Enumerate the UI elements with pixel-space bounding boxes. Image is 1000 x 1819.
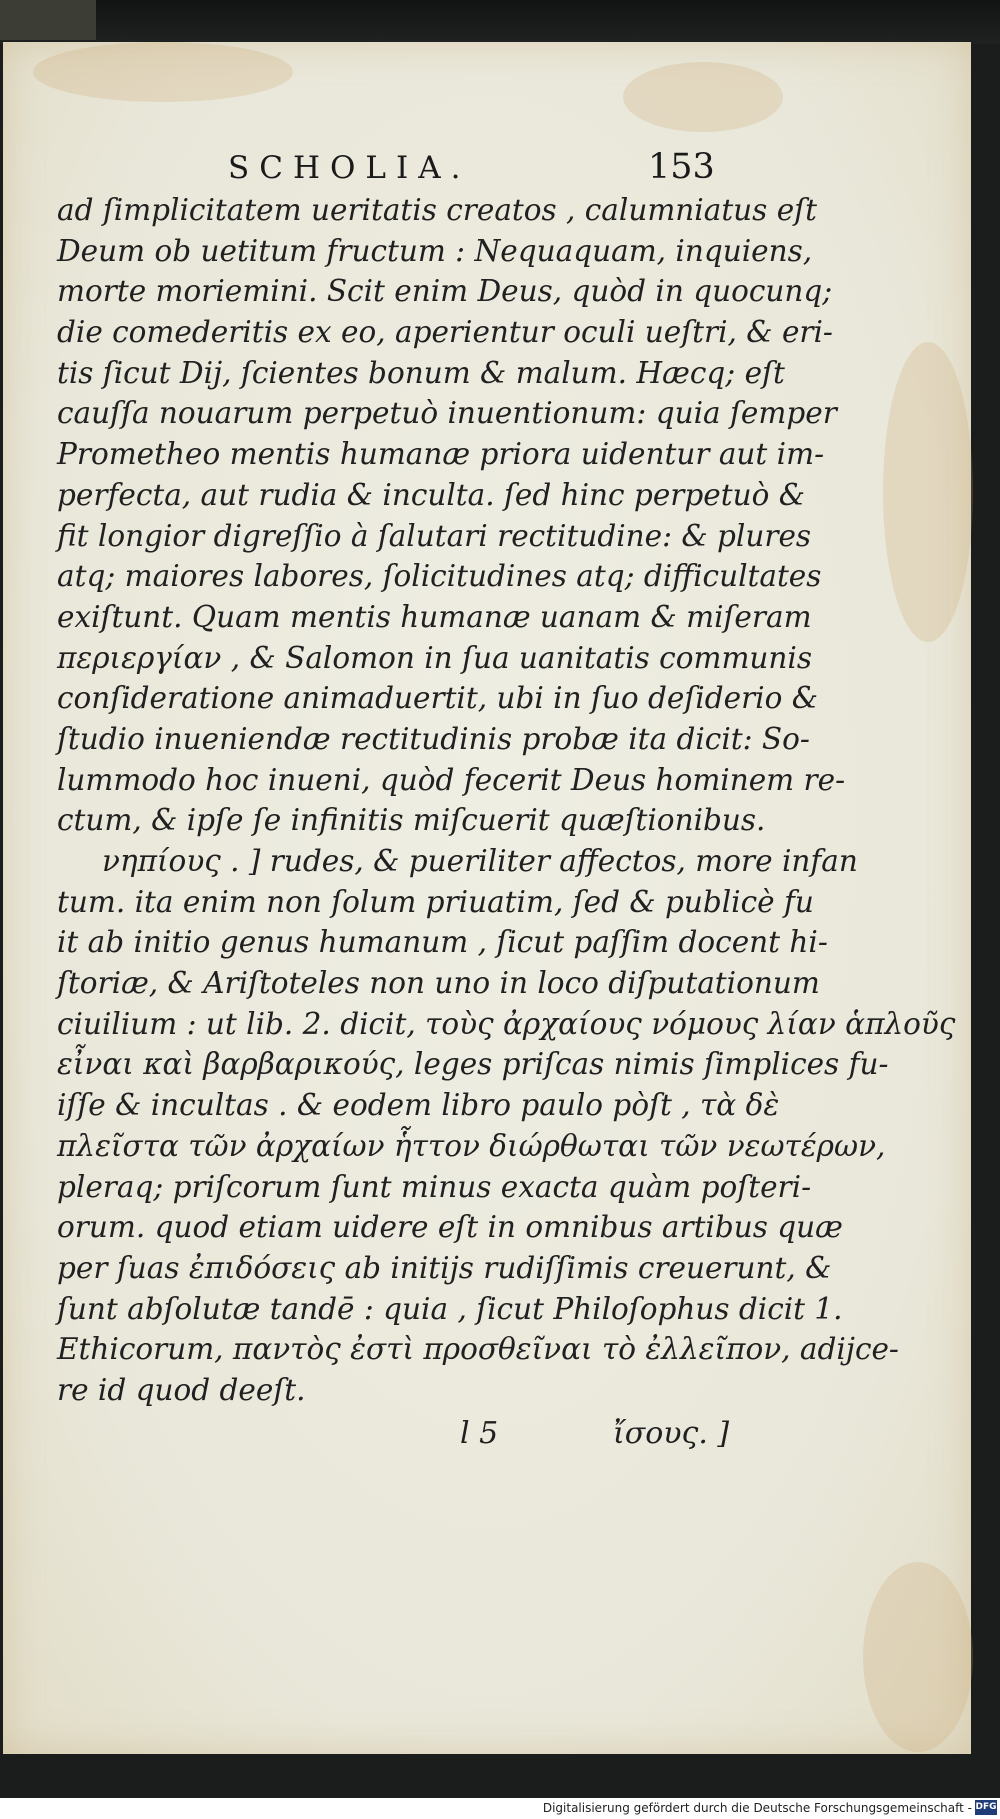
text-line: tis ſicut Dij, ſcientes bonum & malum. Hæcq; eſt <box>57 355 785 390</box>
text-line: perfecta, aut rudia & inculta. ſed hinc perpetuò & <box>57 477 805 512</box>
text-line: lummodo hoc inueni, quòd fecerit Deus hominem re- <box>57 762 846 797</box>
text-line: iſſe & incultas . & eodem libro paulo pòſt , τὰ δὲ <box>57 1088 780 1123</box>
signature-mark: l 5 <box>460 1416 499 1451</box>
text-line: ſtudio inueniendæ rectitudinis probæ ita dicit: So- <box>57 721 810 756</box>
text-line: conſideratione animaduertit, ubi in ſuo deſiderio & <box>57 681 819 716</box>
page-stain <box>883 342 973 642</box>
footer-credit: Digitalisierung gefördert durch die Deutsche Forschungsgemeinschaft - <box>542 1801 972 1815</box>
text-line: die comederitis ex eo, aperientur oculi ueſtri, & eri- <box>57 315 833 350</box>
text-line: it ab initio genus humanum , ſicut paſſim docent hi- <box>57 925 828 960</box>
text-line: Prometheo mentis humanæ priora uidentur aut im- <box>57 437 825 472</box>
text-line: cauſſa nouarum perpetuò inuentionum: quia ſemper <box>57 396 837 431</box>
running-head: SCHOLIA. <box>228 150 471 186</box>
text-line: orum. quod etiam uidere eſt in omnibus artibus quæ <box>57 1210 843 1245</box>
text-body <box>57 190 956 1411</box>
text-line: ſtoriæ, & Ariſtoteles non uno in loco diſputationum <box>57 966 820 1001</box>
text-line: ad ſimplicitatem ueritatis creatos , calumniatus eſt <box>57 193 817 227</box>
scanner-edge-tab <box>0 0 96 40</box>
text-line: περιεργίαν , & Salomon in ſua uanitatis communis <box>57 640 812 675</box>
page-number: 153 <box>648 147 715 187</box>
text-line: ſunt abſolutæ tandē : quia , ſicut Philoſophus dicit 1. <box>57 1291 843 1326</box>
text-line: Deum ob uetitum fructum : Nequaquam, inquiens, <box>57 233 813 268</box>
text-line: tum. ita enim non ſolum priuatim, ſed & publicè fu <box>57 884 814 919</box>
text-line: fit longior digreſſio à ſalutari rectitudine: & plures <box>57 518 812 553</box>
text-line: ciuilium : ut lib. 2. dicit, τοὺς ἀρχαίους νόμους λίαν ἁπλοῦς <box>57 1006 956 1041</box>
text-line: ctum, & ipſe ſe infinitis miſcuerit quæſtionibus. <box>57 803 766 838</box>
page-stain <box>623 62 783 132</box>
text-line: atq; maiores labores, ſolicitudines atq; difficultates <box>57 559 822 594</box>
text-line: re id quod deeſt. <box>57 1372 306 1407</box>
page-stain <box>863 1562 973 1752</box>
text-line: exiſtunt. Quam mentis humanæ uanam & miſeram <box>57 599 812 634</box>
text-line: νηπίους . ] rudes, & pueriliter affectos, more infan <box>102 844 858 878</box>
text-line: morte moriemini. Scit enim Deus, quòd in quocunq; <box>57 274 833 309</box>
scanner-top-strip <box>0 0 1000 44</box>
text-line: πλεῖστα τῶν ἀρχαίων ἧττον διώρθωται τῶν νεωτέρων, <box>57 1128 886 1163</box>
dfg-logo: DFG <box>975 1800 997 1815</box>
catchword: ἴσους. ] <box>613 1416 730 1451</box>
page-stain <box>33 42 293 102</box>
text-line: Ethicorum, παντὸς ἐστὶ προσθεῖναι τὸ ἐλλεῖπον, adijce- <box>57 1332 899 1367</box>
text-line: εἶναι καὶ βαρβαρικούς, leges priſcas nimis ſimplices fu- <box>57 1047 889 1082</box>
text-line: pleraq; priſcorum ſunt minus exacta quàm poſteri- <box>57 1169 812 1204</box>
text-line: per ſuas ἐπιδόσεις ab initijs rudiſſimis creuerunt, & <box>57 1250 832 1285</box>
